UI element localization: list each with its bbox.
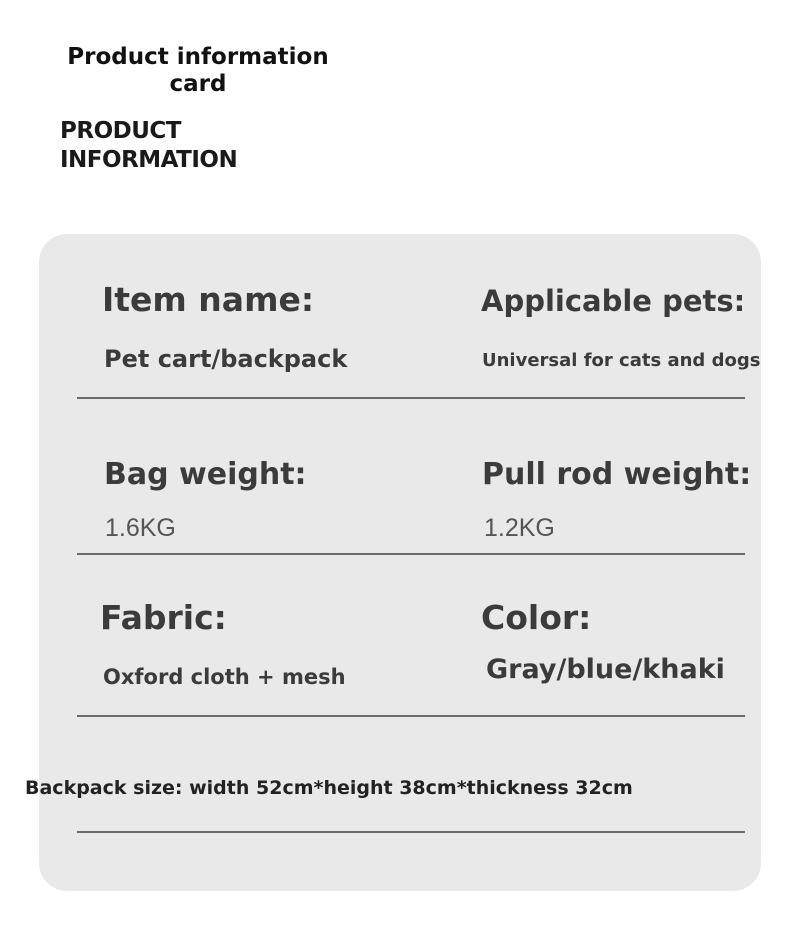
applicable-pets-label: Applicable pets: bbox=[481, 284, 746, 318]
divider bbox=[77, 397, 745, 399]
bag-weight-label: Bag weight: bbox=[104, 457, 307, 492]
fabric-value: Oxford cloth + mesh bbox=[103, 665, 346, 689]
divider bbox=[77, 553, 745, 555]
pull-rod-weight-label: Pull rod weight: bbox=[482, 457, 752, 492]
divider bbox=[77, 831, 745, 833]
section-heading-line-2: INFORMATION bbox=[60, 147, 238, 173]
page-title: Product information card bbox=[67, 44, 329, 97]
color-label: Color: bbox=[481, 598, 592, 637]
bag-weight-value: 1.6KG bbox=[105, 514, 176, 542]
section-heading bbox=[60, 117, 237, 175]
section-heading-line-1: PRODUCT bbox=[60, 118, 181, 144]
item-name-value: Pet cart/backpack bbox=[104, 345, 348, 373]
applicable-pets-value: Universal for cats and dogs bbox=[482, 350, 761, 371]
color-value: Gray/blue/khaki bbox=[486, 654, 725, 685]
pull-rod-weight-value: 1.2KG bbox=[484, 514, 555, 542]
item-name-label: Item name: bbox=[102, 280, 315, 319]
backpack-size-note: Backpack size: width 52cm*height 38cm*thickness 32cm bbox=[25, 777, 633, 799]
divider bbox=[77, 715, 745, 717]
fabric-label: Fabric: bbox=[100, 598, 227, 637]
